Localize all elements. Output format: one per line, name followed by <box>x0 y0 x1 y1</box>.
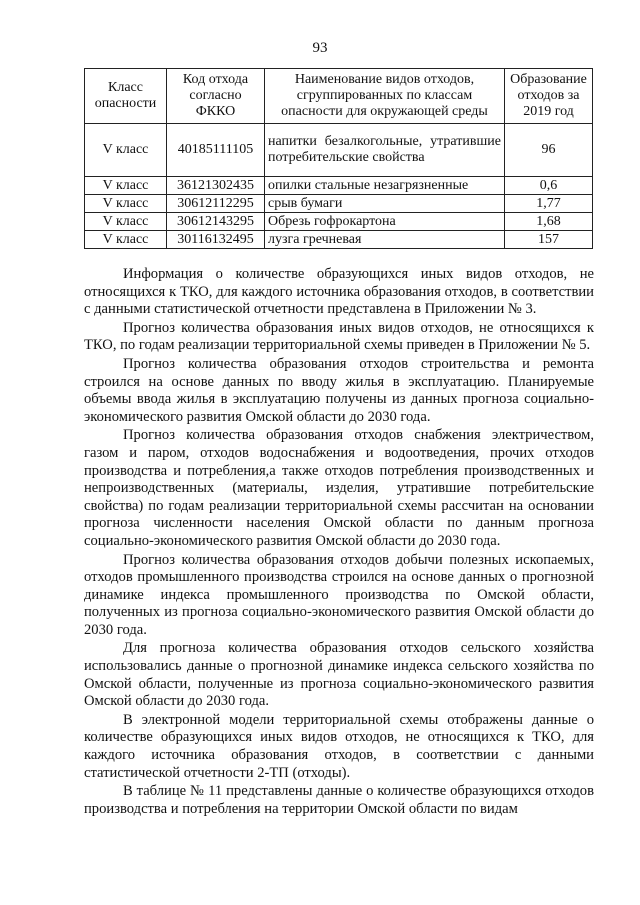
table-row <box>85 124 593 177</box>
table-row <box>85 177 593 195</box>
cell-fkko-code: 30612143295 <box>167 213 265 231</box>
cell-hazard-class: V класс <box>85 213 167 231</box>
cell-hazard-class: V класс <box>85 177 167 195</box>
header-waste-amount-2019: Образование отходов за 2019 год <box>505 69 593 124</box>
cell-hazard-class: V класс <box>85 124 167 177</box>
table-row <box>85 231 593 249</box>
cell-waste-name: лузга гречневая <box>265 231 505 249</box>
header-waste-name: Наименование видов отходов, сгруппированных по классам опасности для окружающей среды <box>265 69 505 124</box>
cell-waste-name: Обрезь гофрокартона <box>265 213 505 231</box>
paragraph: Прогноз количества образования иных видов отходов, не относящихся к ТКО, по годам реализации территориальной схемы приведен в Приложении № 5. <box>84 319 594 354</box>
paragraph: Информация о количестве образующихся иных видов отходов, не относящихся к ТКО, для каждого источника образования отходов, в соответствии с данными статистической отчетности представлена в Приложении № 3. <box>84 266 594 318</box>
paragraph: Прогноз количества образования отходов строительства и ремонта строился на основе данных по вводу жилья в эксплуатацию. Планируемые объемы ввода жилья в эксплуатацию получены из данных прогноза социально-экономического развития Омской области до 2030 года. <box>84 355 594 425</box>
cell-hazard-class: V класс <box>85 195 167 213</box>
cell-waste-name: напитки безалкогольные, утратившие потребительские свойства <box>265 124 505 177</box>
waste-table <box>84 68 593 249</box>
cell-fkko-code: 30116132495 <box>167 231 265 249</box>
table-row <box>85 195 593 213</box>
paragraph: Для прогноза количества образования отходов сельского хозяйства использовались данные о прогнозной динамике индекса сельского хозяйства по Омской области, полученные из прогноза социально-экономического развития Омской области до 2030 года. <box>84 640 594 710</box>
cell-waste-amount: 0,6 <box>505 177 593 195</box>
paragraph: В таблице № 11 представлены данные о количестве образующихся отходов производства и потребления на территории Омской области по видам <box>84 783 594 817</box>
cell-waste-name: срыв бумаги <box>265 195 505 213</box>
header-hazard-class: Класс опасности <box>85 69 167 124</box>
body-text <box>84 266 594 819</box>
table-row <box>85 213 593 231</box>
cell-waste-amount: 1,77 <box>505 195 593 213</box>
cell-hazard-class: V класс <box>85 231 167 249</box>
cell-waste-amount: 157 <box>505 231 593 249</box>
cell-waste-amount: 96 <box>505 124 593 177</box>
header-fkko-code: Код отхода согласно ФККО <box>167 69 265 124</box>
page-number: 93 <box>312 40 328 56</box>
paragraph: В электронной модели территориальной схемы отображены данные о количестве образующихся иных видов отходов, не относящихся к ТКО, для каждого источника образования отходов, в соответствии с данными статистической отчетности 2-ТП (отходы). <box>84 711 594 781</box>
cell-fkko-code: 30612112295 <box>167 195 265 213</box>
paragraph: Прогноз количества образования отходов снабжения электричеством, газом и паром, отходов водоснабжения и водоотведения, прочих отходов производства и потребления,а также отходов потребления производственных и непроизводственных (материалы, изделия, утратившие потребительские свойства) по годам реализации территориальной схемы рассчитан на основании прогноза численности населения Омской области по данным прогноза социально-экономического развития Омской области до 2030 года. <box>84 427 594 549</box>
table-header-row <box>85 69 593 124</box>
cell-fkko-code: 36121302435 <box>167 177 265 195</box>
cell-fkko-code: 40185111105 <box>167 124 265 177</box>
cell-waste-name: опилки стальные незагрязненные <box>265 177 505 195</box>
cell-waste-amount: 1,68 <box>505 213 593 231</box>
paragraph: Прогноз количества образования отходов добычи полезных ископаемых, отходов промышленного производства строился на основе данных о прогнозной динамике индекса промышленного производства по Омской области, полученных из прогноза социально-экономического развития Омской области до 2030 года. <box>84 551 594 638</box>
